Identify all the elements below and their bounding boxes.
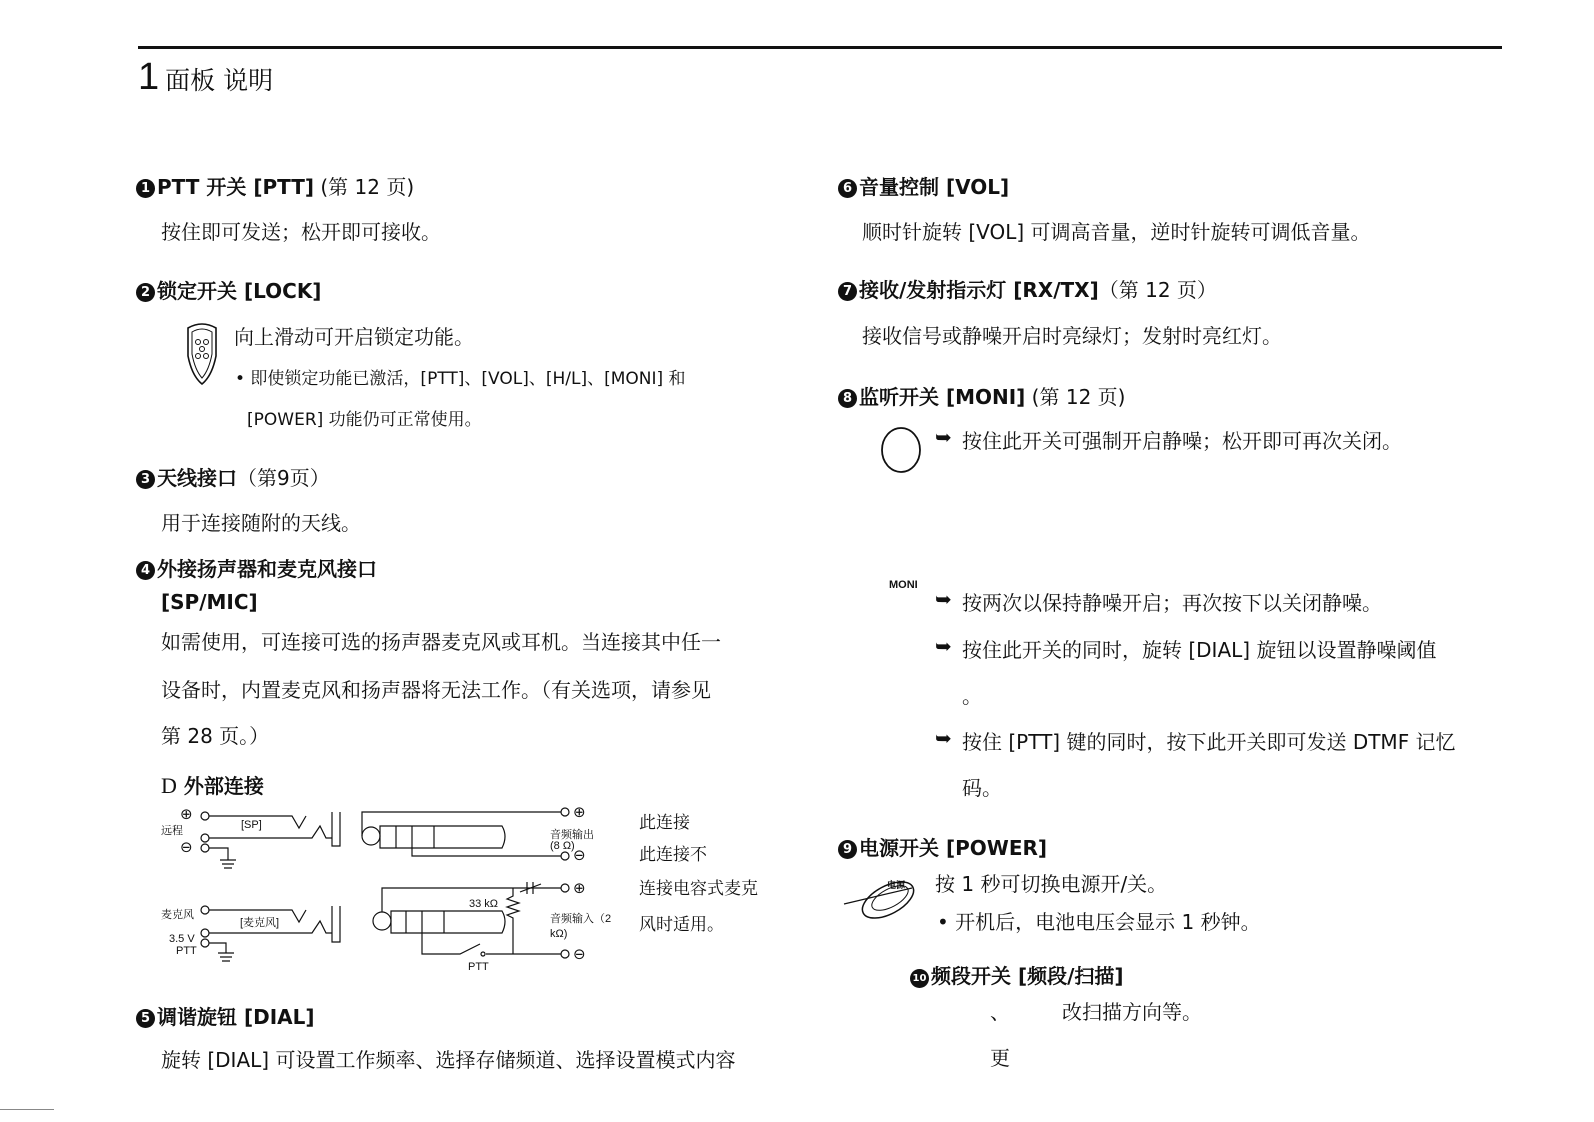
connection-note-line2: 此连接不 bbox=[639, 845, 707, 865]
chapter-number: 1 bbox=[138, 56, 160, 98]
badge-3: 3 bbox=[136, 470, 155, 489]
heading-monitor bbox=[838, 381, 1125, 410]
badge-4: 4 bbox=[136, 561, 155, 580]
lock-description: 向上滑动可开启锁定功能。 bbox=[234, 325, 474, 349]
mic-bracket-label: [麦克风] bbox=[240, 917, 280, 929]
monitor-bullet-1: 按住此开关可强制开启静噪；松开即可再次关闭。 bbox=[962, 429, 1402, 453]
heading-band-scan-title: 频段开关 [频段/扫描] bbox=[931, 964, 1124, 988]
connection-note-line4: 风时适用。 bbox=[639, 915, 724, 935]
lock-note-line1: • 即使锁定功能已激活，[PTT]、[VOL]、[H/L]、[MONI] 和 bbox=[235, 369, 686, 389]
external-connection-title: 外部连接 bbox=[183, 774, 264, 798]
dial-description: 旋转 [DIAL] 可设置工作频率、选择存储频道、选择设置模式内容 bbox=[161, 1048, 736, 1072]
audio-in-label: 音频输入（2 bbox=[550, 913, 612, 925]
plus-terminal-top: ⊕ bbox=[180, 805, 193, 823]
power-note: • 开机后，电池电压会显示 1 秒钟。 bbox=[937, 910, 1261, 934]
badge-7: 7 bbox=[838, 282, 857, 301]
sp-label: [SP] bbox=[241, 819, 262, 831]
volume-description: 顺时针旋转 [VOL] 可调高音量，逆时针旋转可调低音量。 bbox=[862, 220, 1371, 244]
audio-in-minus: ⊖ bbox=[573, 945, 586, 963]
rx-tx-description: 接收信号或静噪开启时亮绿灯；发射时亮红灯。 bbox=[862, 324, 1282, 348]
external-connection-marker: D bbox=[161, 773, 177, 798]
power-description: 按 1 秒可切换电源开/关。 bbox=[935, 872, 1168, 896]
badge-2: 2 bbox=[136, 283, 155, 302]
heading-rx-tx-title: 接收/发射指示灯 [RX/TX] bbox=[859, 278, 1099, 302]
sp-mic-paragraph-line3: 第 28 页。） bbox=[161, 724, 270, 748]
heading-volume-title: 音量控制 [VOL] bbox=[859, 175, 1010, 199]
heading-ptt-ref: (第 12 页) bbox=[314, 175, 415, 199]
badge-8: 8 bbox=[838, 389, 857, 408]
audio-out-label: 音频输出 bbox=[550, 829, 594, 841]
heading-lock-title: 锁定开关 [LOCK] bbox=[157, 279, 322, 303]
antenna-description: 用于连接随附的天线。 bbox=[161, 511, 361, 535]
ptt-switch-label: PTT bbox=[468, 961, 489, 973]
connection-note-line3: 连接电容式麦克 bbox=[639, 879, 758, 899]
mic-label: 麦克风 bbox=[161, 909, 194, 921]
ptt-pin-label: PTT bbox=[176, 945, 197, 957]
connection-note-line1: 此连接 bbox=[639, 813, 690, 833]
sp-mic-paragraph-line2: 设备时，内置麦克风和扬声器将无法工作。（有关选项，请参见 bbox=[161, 678, 711, 702]
heading-monitor-ref: (第 12 页) bbox=[1025, 385, 1126, 409]
monitor-button-icon bbox=[880, 426, 924, 476]
badge-5: 5 bbox=[136, 1009, 155, 1028]
heading-rx-tx-ref: （第 12 页） bbox=[1098, 278, 1217, 302]
audio-out-minus: ⊖ bbox=[573, 846, 586, 864]
heading-monitor-title: 监听开关 [MONI] bbox=[859, 385, 1026, 409]
monitor-bullet-4-cont: 码。 bbox=[962, 776, 1002, 800]
monitor-bullet-4: 按住 [PTT] 键的同时，按下此开关即可发送 DTMF 记忆 bbox=[962, 730, 1456, 754]
monitor-bullet-2: 按两次以保持静噪开启；再次按下以关闭静噪。 bbox=[962, 591, 1382, 615]
band-scan-fragment-3: 更 bbox=[990, 1046, 1010, 1070]
sp-mic-paragraph-line1: 如需使用，可连接可选的扬声器麦克风或耳机。当连接其中任一 bbox=[161, 630, 721, 654]
monitor-bullet-3: 按住此开关的同时，旋转 [DIAL] 旋钮以设置静噪阈值 bbox=[962, 638, 1437, 662]
heading-antenna-ref: （第9页） bbox=[237, 466, 330, 490]
chapter-title: 面板 说明 bbox=[165, 66, 274, 95]
band-scan-fragment-2: 改扫描方向等。 bbox=[1062, 1000, 1202, 1024]
monitor-arrow-icon: ➥ bbox=[935, 634, 952, 658]
heading-rx-tx-indicator bbox=[838, 274, 1217, 303]
voltage-label: 3.5 V bbox=[169, 933, 195, 945]
heading-sp-mic-subtitle: [SP/MIC] bbox=[161, 590, 258, 614]
minus-terminal-top: ⊖ bbox=[180, 838, 193, 856]
badge-6: 6 bbox=[838, 179, 857, 198]
monitor-arrow-icon: ➥ bbox=[935, 587, 952, 611]
audio-in-plus: ⊕ bbox=[573, 879, 586, 897]
badge-9: 9 bbox=[838, 840, 857, 859]
audio-out-impedance: (8 Ω) bbox=[550, 840, 575, 852]
power-icon-label: 电源 bbox=[887, 881, 906, 891]
heading-antenna-title: 天线接口 bbox=[157, 466, 237, 490]
heading-dial-title: 调谐旋钮 [DIAL] bbox=[157, 1005, 315, 1029]
heading-dial bbox=[136, 1001, 315, 1030]
badge-1: 1 bbox=[136, 179, 155, 198]
heading-ptt-title: PTT 开关 [PTT] bbox=[157, 175, 315, 199]
ptt-description: 按住即可发送；松开即可接收。 bbox=[161, 220, 441, 244]
monitor-arrow-icon: ➥ bbox=[935, 425, 952, 449]
heading-power-title: 电源开关 [POWER] bbox=[859, 836, 1048, 860]
audio-out-plus: ⊕ bbox=[573, 803, 586, 821]
heading-volume bbox=[838, 171, 1009, 200]
heading-sp-mic-title: 外接扬声器和麦克风接口 bbox=[157, 557, 377, 581]
heading-band-scan bbox=[910, 960, 1124, 989]
heading-power bbox=[838, 832, 1047, 861]
band-scan-fragment-1: 、 bbox=[990, 1000, 1010, 1024]
monitor-arrow-icon: ➥ bbox=[935, 726, 952, 750]
badge-10: 10 bbox=[910, 969, 929, 988]
resistor-label: 33 kΩ bbox=[469, 898, 499, 910]
audio-in-impedance: kΩ) bbox=[550, 928, 568, 940]
power-button-icon bbox=[840, 874, 930, 926]
lock-note-line2: [POWER] 功能仍可正常使用。 bbox=[247, 410, 482, 430]
moni-key-label: MONI bbox=[889, 579, 918, 591]
remote-label: 远程 bbox=[161, 825, 183, 837]
monitor-bullet-3-cont: 。 bbox=[962, 684, 982, 708]
